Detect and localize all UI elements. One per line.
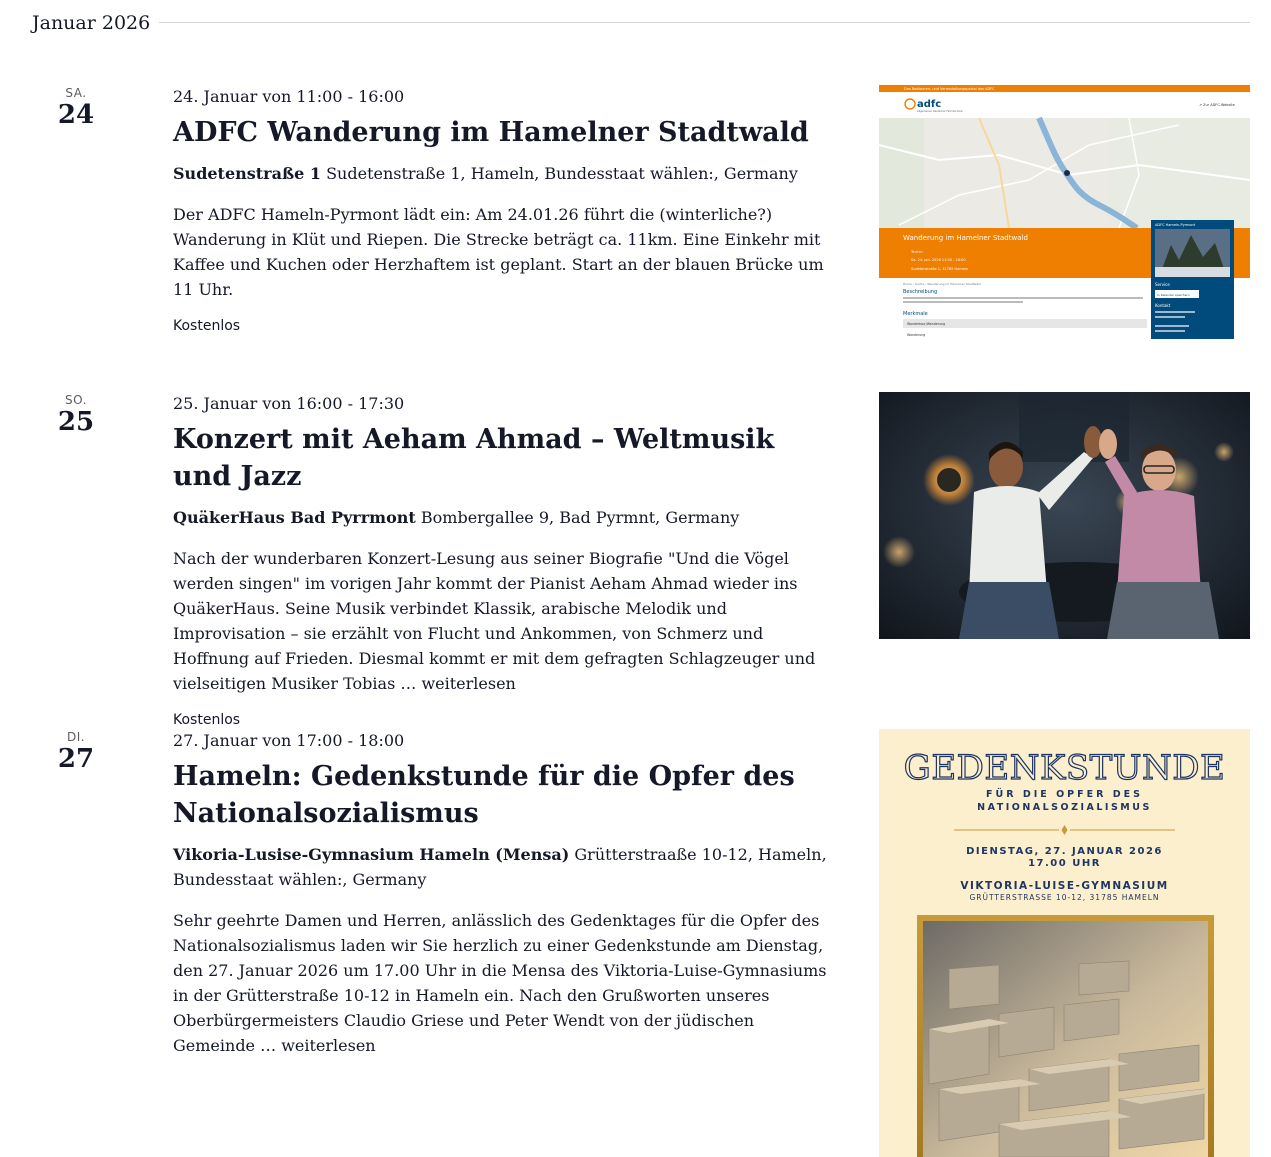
event-description	[173, 908, 833, 1058]
month-header	[32, 10, 1250, 40]
adfc-beschreibung: Beschreibung	[903, 289, 938, 295]
poster-place: VIKTORIA-LUISE-GYMNASIUM	[960, 880, 1169, 892]
event-venue	[173, 161, 833, 186]
event-datetime: 25. Januar von 16:00 - 17:30	[173, 394, 405, 413]
adfc-box-title: ADFC Hameln-Pyrmont	[1155, 223, 1196, 227]
adfc-banner-row: Sa. 24. Jan. 2026 11:00 - 16:00	[911, 258, 966, 262]
event-datetime: 27. Januar von 17:00 - 18:00	[173, 731, 405, 750]
gedenkstunde-poster	[879, 729, 1250, 1157]
venue-address: Bombergallee 9, Bad Pyrmnt, Germany	[415, 508, 740, 527]
adfc-merkmal: Wandertour/Wanderung	[907, 322, 946, 326]
event-description	[173, 546, 833, 696]
event-details	[173, 86, 833, 334]
adfc-service-label: Service	[1155, 282, 1170, 287]
venue-address: Grütterstraaße 10-12, Hameln, Bundesstaat wählen:, Germany	[173, 845, 827, 889]
adfc-merkmal: Wanderung	[907, 333, 926, 337]
event-title-link[interactable]: Konzert mit Aeham Ahmad – Weltmusik und Jazz	[173, 424, 775, 492]
event-details	[173, 393, 833, 728]
event-date-tag	[40, 86, 112, 130]
poster-sub2: NATIONALSOZIALISMUS	[977, 802, 1152, 813]
adfc-kontakt-label: Kontakt	[1155, 303, 1171, 308]
event-datetime: 24. Januar von 11:00 - 16:00	[173, 87, 405, 106]
map-pin-icon	[1064, 170, 1070, 176]
event-day-number: 25	[57, 407, 95, 437]
event-description	[173, 202, 833, 302]
adfc-website-link: ↗ Zur ADFC-Website	[1199, 103, 1235, 107]
poster-date: DIENSTAG, 27. JANUAR 2026	[966, 846, 1163, 857]
event-weekday: SA.	[65, 86, 87, 100]
concert-photo	[879, 392, 1250, 639]
adfc-merkmale: Merkmale	[903, 311, 928, 317]
event-date-tag	[40, 730, 112, 774]
venue-name: QuäkerHaus Bad Pyrrmont	[173, 508, 416, 527]
poster-address: GRÜTTERSTRASSE 10-12, 31785 HAMELN	[969, 893, 1160, 902]
event-image-poster[interactable]	[879, 729, 1250, 1157]
event-details	[173, 730, 833, 1058]
event-title	[173, 114, 833, 151]
venue-address: Sudetenstraße 1, Hameln, Bundesstaat wählen:, Germany	[321, 164, 798, 183]
description-text: Sehr geehrte Damen und Herren, anlässlich des Gedenktages für die Opfer des Nationalsozialismus laden wir Sie herzlich zu einer Gedenkstunde am Dienstag, den 27. Januar 2026 um 17.00 Uhr in die Mensa des Viktoria-Luise-Gymnasiums in der Grütterstraße 10-12 in Hameln ein. Nach den Grußworten unseres Oberbürgermeisters Claudio Griese und Peter Wendt von der jüdischen Gemeinde …	[173, 911, 827, 1055]
event-title-link[interactable]: ADFC Wanderung im Hamelner Stadtwald	[173, 117, 809, 148]
event-image-concert[interactable]	[879, 392, 1250, 639]
event-cost: Kostenlos	[173, 318, 241, 334]
poster-sub1: FÜR DIE OPFER DES	[986, 789, 1143, 800]
adfc-breadcrumb: Home › Suche › Wanderung im Hamelner Stadtwald	[903, 282, 981, 286]
poster-time: 17.00 UHR	[1028, 858, 1101, 869]
adfc-logo-sub: Allgemeiner Deutscher Fahrrad-Club	[917, 110, 963, 113]
event-image-adfc[interactable]	[879, 85, 1250, 339]
event-title	[173, 421, 833, 495]
event-title	[173, 758, 833, 832]
adfc-topbar-text: Das Radtouren- und Veranstaltungsportal des ADFC	[904, 87, 995, 91]
adfc-banner-title: Wanderung im Hamelner Stadtwald	[903, 234, 1028, 242]
month-label: Januar 2026	[32, 12, 151, 34]
month-divider	[159, 22, 1250, 23]
description-text: Der ADFC Hameln-Pyrmont lädt ein: Am 24.01.26 führt die (winterliche?) Wanderung in Klüt und Riepen. Die Strecke beträgt ca. 11km. Eine Einkehr mit Kaffee und Kuchen oder Herzhaftem ist geplant. Start an der blauen Brücke um 11 Uhr.	[173, 205, 824, 299]
venue-name: Vikoria-Lusise-Gymnasium Hameln (Mensa)	[173, 845, 570, 864]
poster-headline: GEDENKSTUNDE	[903, 748, 1226, 788]
event-date-tag	[40, 393, 112, 437]
event-day-number: 27	[57, 744, 95, 774]
adfc-banner-row: Termin	[911, 250, 923, 254]
event-cost: Kostenlos	[173, 712, 241, 728]
event-venue	[173, 842, 833, 892]
read-more-link[interactable]: weiterlesen	[421, 674, 516, 693]
event-weekday: SO.	[65, 393, 87, 407]
event-weekday: DI.	[66, 730, 86, 744]
description-text: Nach der wunderbaren Konzert-Lesung aus seiner Biografie "Und die Vögel werden singen" im vorigen Jahr kommt der Pianist Aeham Ahmad wieder ins QuäkerHaus. Seine Musik verbindet Klassik, arabische Melodik und Improvisation – sie erzählt von Flucht und Ankommen, von Schmerz und Hoffnung auf Frieden. Diesmal kommt er mit dem gefragten Schlagzeuger und vielseitigen Musiker Tobias …	[173, 549, 816, 693]
adfc-calendar-button: In Kalender speichern	[1157, 293, 1190, 297]
adfc-website-screenshot	[879, 85, 1250, 339]
venue-name: Sudetenstraße 1	[173, 164, 321, 183]
event-venue	[173, 505, 833, 530]
adfc-banner-row: Sudetenstraße 1, 31785 Hameln	[911, 267, 969, 271]
event-day-number: 24	[57, 100, 95, 130]
adfc-logo-text: adfc	[917, 99, 942, 110]
read-more-link[interactable]: weiterlesen	[281, 1036, 376, 1055]
event-title-link[interactable]: Hameln: Gedenkstunde für die Opfer des Nationalsozialismus	[173, 761, 795, 829]
